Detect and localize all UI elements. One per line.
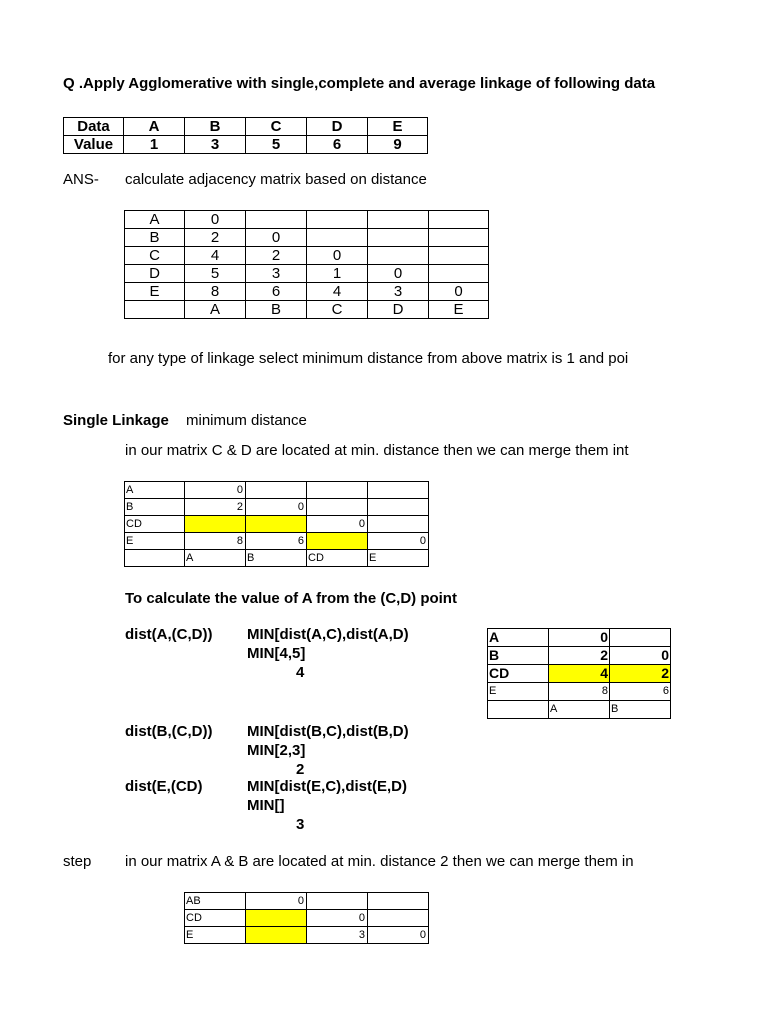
matrix-cell: 6	[610, 683, 671, 701]
table-cell: 6	[307, 136, 368, 154]
table-cell: Data	[64, 118, 124, 136]
matrix-cell	[429, 265, 489, 283]
matrix-cell: A	[488, 629, 549, 647]
table-row	[125, 283, 489, 301]
table-cell: A	[124, 118, 185, 136]
matrix-cell: A	[125, 211, 185, 229]
calc-e-line2: MIN[]	[247, 797, 285, 814]
calc-b-line1: MIN[dist(B,C),dist(B,D)	[247, 723, 409, 740]
matrix-cell: A	[185, 550, 246, 567]
table-row	[64, 118, 428, 136]
matrix-cell: 8	[185, 283, 246, 301]
matrix-cell: E	[488, 683, 549, 701]
data-value-table	[63, 117, 428, 154]
calc-b-result: 2	[296, 761, 305, 778]
table-cell: C	[246, 118, 307, 136]
table-cell: 1	[124, 136, 185, 154]
matrix-cell: 4	[185, 247, 246, 265]
matrix-cell: 4	[307, 283, 368, 301]
table-row	[185, 893, 429, 910]
table-row	[488, 665, 671, 683]
table-row	[64, 136, 428, 154]
matrix-cell: 2	[185, 499, 246, 516]
matrix-cell: 0	[429, 283, 489, 301]
matrix-cell	[125, 301, 185, 319]
table-row	[488, 647, 671, 665]
matrix-cell: E	[185, 927, 246, 944]
table-cell: E	[368, 118, 428, 136]
table-row	[125, 482, 429, 499]
table-row	[125, 265, 489, 283]
table-row	[125, 247, 489, 265]
matrix-cell: CD	[307, 550, 368, 567]
matrix-cell	[368, 893, 429, 910]
calc-a-result: 4	[296, 664, 305, 681]
matrix-cell: C	[125, 247, 185, 265]
calc-a-line1: MIN[dist(A,C),dist(A,D)	[247, 626, 409, 643]
matrix-cell: 0	[307, 516, 368, 533]
matrix-cell: 0	[307, 247, 368, 265]
single-linkage-subtitle: minimum distance	[186, 412, 307, 429]
table-cell: 9	[368, 136, 428, 154]
matrix-cell: 0	[185, 211, 246, 229]
matrix-cell: 0	[246, 499, 307, 516]
calc-a-line2: MIN[4,5]	[247, 645, 306, 662]
matrix-cell	[246, 516, 307, 533]
single-linkage-matrix	[487, 628, 671, 719]
matrix-cell: 0	[246, 893, 307, 910]
matrix-cell: C	[307, 301, 368, 319]
table-row	[125, 533, 429, 550]
table-row	[125, 516, 429, 533]
matrix-cell: 3	[307, 927, 368, 944]
matrix-cell: AB	[185, 893, 246, 910]
calc-b-line2: MIN[2,3]	[247, 742, 306, 759]
table-row	[125, 499, 429, 516]
matrix-cell	[429, 229, 489, 247]
matrix-cell: 2	[246, 247, 307, 265]
matrix-cell: 3	[246, 265, 307, 283]
matrix-cell: CD	[125, 516, 185, 533]
table-row	[488, 683, 671, 701]
matrix-cell	[307, 533, 368, 550]
table-row	[125, 211, 489, 229]
matrix-cell	[307, 229, 368, 247]
table-row	[125, 229, 489, 247]
matrix-cell	[307, 499, 368, 516]
matrix-cell: CD	[488, 665, 549, 683]
calc-b-label: dist(B,(C,D))	[125, 723, 213, 740]
merge-cd-text: in our matrix C & D are located at min. distance then we can merge them int	[125, 442, 629, 459]
table-cell: D	[307, 118, 368, 136]
matrix-cell: 0	[368, 927, 429, 944]
matrix-cell: E	[368, 550, 429, 567]
matrix-cell: 8	[185, 533, 246, 550]
question-text: Q .Apply Agglomerative with single,complete and average linkage of following data	[63, 75, 656, 92]
matrix-cell: 1	[307, 265, 368, 283]
matrix-cell: B	[488, 647, 549, 665]
matrix-cell: E	[429, 301, 489, 319]
ans-label: ANS-	[63, 171, 99, 188]
matrix-cell: A	[185, 301, 246, 319]
table-cell: 5	[246, 136, 307, 154]
matrix-cell: 0	[610, 647, 671, 665]
step-label: step	[63, 853, 92, 870]
matrix-cell	[368, 482, 429, 499]
matrix-cell: D	[368, 301, 429, 319]
matrix-cell: E	[125, 283, 185, 301]
matrix-cell	[185, 516, 246, 533]
matrix-cell: 0	[368, 265, 429, 283]
matrix-cell: A	[125, 482, 185, 499]
matrix-cell: 2	[549, 647, 610, 665]
matrix-cell	[610, 629, 671, 647]
merged-ab-matrix	[184, 892, 429, 944]
matrix-cell: 0	[307, 910, 368, 927]
table-cell: Value	[64, 136, 124, 154]
matrix-cell: 4	[549, 665, 610, 683]
matrix-cell: B	[610, 701, 671, 719]
calc-e-result: 3	[296, 816, 305, 833]
single-linkage-heading: Single Linkage	[63, 412, 169, 429]
matrix-cell	[368, 247, 429, 265]
matrix-cell	[368, 499, 429, 516]
matrix-cell: B	[125, 229, 185, 247]
matrix-cell	[307, 893, 368, 910]
matrix-cell	[307, 211, 368, 229]
table-row	[488, 629, 671, 647]
matrix-cell	[368, 211, 429, 229]
table-cell: B	[185, 118, 246, 136]
calc-a-label: dist(A,(C,D))	[125, 626, 213, 643]
matrix-cell: 6	[246, 283, 307, 301]
matrix-cell	[307, 482, 368, 499]
calc-heading: To calculate the value of A from the (C,D) point	[125, 590, 457, 607]
matrix-cell: 0	[246, 229, 307, 247]
matrix-cell: B	[125, 499, 185, 516]
table-row	[488, 701, 671, 719]
matrix-cell	[246, 927, 307, 944]
matrix-cell	[246, 910, 307, 927]
linkage-note: for any type of linkage select minimum distance from above matrix is 1 and poi	[108, 350, 629, 367]
merge-ab-text: in our matrix A & B are located at min. distance 2 then we can merge them in	[125, 853, 634, 870]
matrix-cell: D	[125, 265, 185, 283]
table-row	[125, 301, 489, 319]
matrix-cell	[488, 701, 549, 719]
table-cell: 3	[185, 136, 246, 154]
matrix-cell: 6	[246, 533, 307, 550]
matrix-cell	[246, 211, 307, 229]
matrix-cell: 0	[368, 533, 429, 550]
table-row	[185, 927, 429, 944]
matrix-cell	[246, 482, 307, 499]
ans-text: calculate adjacency matrix based on distance	[125, 171, 427, 188]
matrix-cell: CD	[185, 910, 246, 927]
adjacency-matrix	[124, 210, 489, 319]
matrix-cell: 0	[549, 629, 610, 647]
matrix-cell: 5	[185, 265, 246, 283]
matrix-cell: 3	[368, 283, 429, 301]
matrix-cell: 8	[549, 683, 610, 701]
matrix-cell: E	[125, 533, 185, 550]
merged-cd-matrix	[124, 481, 429, 567]
matrix-cell	[368, 910, 429, 927]
calc-e-label: dist(E,(CD)	[125, 778, 203, 795]
table-row	[185, 910, 429, 927]
matrix-cell: 2	[610, 665, 671, 683]
matrix-cell	[368, 229, 429, 247]
matrix-cell: 0	[185, 482, 246, 499]
matrix-cell: B	[246, 301, 307, 319]
matrix-cell: 2	[185, 229, 246, 247]
calc-e-line1: MIN[dist(E,C),dist(E,D)	[247, 778, 407, 795]
matrix-cell	[429, 211, 489, 229]
matrix-cell	[125, 550, 185, 567]
matrix-cell	[429, 247, 489, 265]
matrix-cell: A	[549, 701, 610, 719]
matrix-cell	[368, 516, 429, 533]
table-row	[125, 550, 429, 567]
matrix-cell: B	[246, 550, 307, 567]
